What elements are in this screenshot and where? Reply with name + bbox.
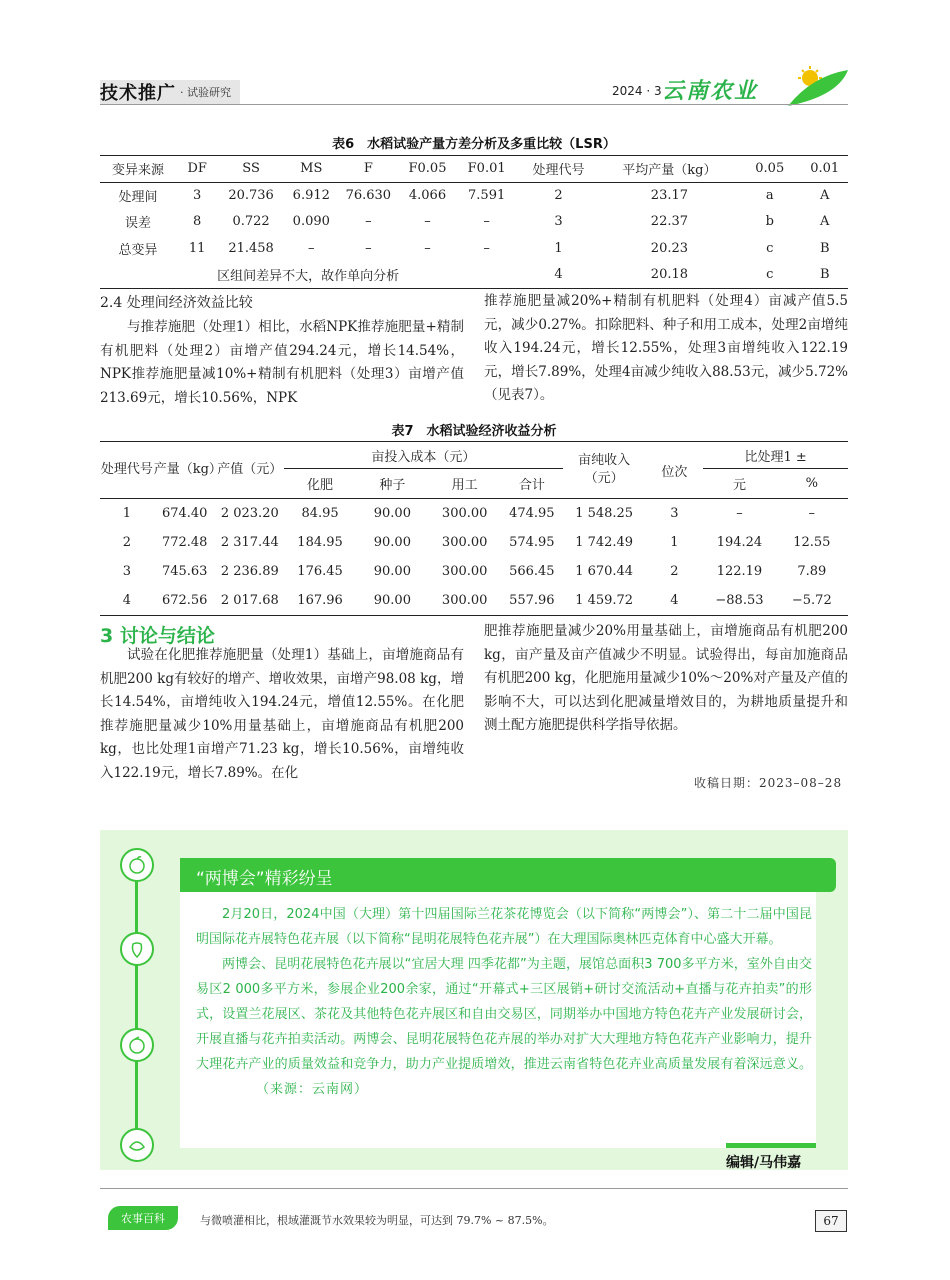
table7-header-cell: 处理代号 <box>100 442 154 499</box>
table-cell: 误差 <box>125 216 152 232</box>
table7-header-cell: 合计 <box>518 478 545 493</box>
section-2-4-right-paragraph: 推荐施肥量减20%+精制有机肥料（处理4）亩减产值5.5元，减少0.27%。扣除肥料、种子和用工成本，处理2亩增纯收入194.24元，增长12.55%，处理3亩增纯收入122.19元，增长7.89%，处理4亩减少纯收入88.53元，减少5.72%（见表7）。 <box>484 293 848 403</box>
table-cell: 745.63 <box>161 564 208 579</box>
table-row <box>100 528 848 557</box>
table6-header-row <box>100 156 848 183</box>
cabbage-icon <box>120 1128 154 1162</box>
apple-icon <box>120 848 154 882</box>
news-body <box>196 902 812 1102</box>
table7-header-cell: % <box>805 476 818 491</box>
table-cell: 1 459.72 <box>575 593 634 608</box>
table-cell: 167.96 <box>297 593 343 608</box>
table-cell: – <box>308 240 315 256</box>
table7-header-cell: 产值（元） <box>216 442 284 499</box>
table-cell: 8 <box>193 214 202 230</box>
sun-leaf-logo-icon <box>782 66 848 106</box>
table-row <box>100 499 848 529</box>
footer-tip: 与微喷灌相比，根域灌溉节水效果较为明显，可达到 79.7% ~ 87.5%。 <box>200 1214 554 1227</box>
table-cell: 4 <box>670 593 679 608</box>
table7-header-cell: 位次 <box>645 442 703 499</box>
news-paragraph-2-text: 两博会、昆明花展特色花卉展以“宜居大理 四季花都”为主题，展馆总面积3 700多平方米，室外自由交易区2 000多平方米，参展企业200余家，通过“开幕式+三区展销+研讨交流活动+直播与花卉拍卖”的形式，设置兰花展区、茶花及其他特色花卉展区和自由交易区，同期举办中国地方特色花卉产业发展研讨会，开展直播与花卉拍卖活动。两博会、昆明花展特色花卉展的举办对扩大大理地方特色花卉产业影响力，提升大理花卉产业的质量效益和竞争力，助力产业提质增效，推进云南省特色花卉业高质量发展有着深远意义。 <box>196 957 812 1072</box>
table7-header-cell: 种子 <box>379 478 406 493</box>
table-cell: 194.24 <box>716 535 763 550</box>
table-cell: 90.00 <box>373 506 411 521</box>
table-cell: 300.00 <box>441 593 488 608</box>
table6-note: 区组间差异不大，故作单向分析 <box>217 269 400 284</box>
table7-header-cell: 亩投入成本（元） <box>284 442 563 469</box>
table-cell: 176.45 <box>297 564 343 579</box>
table-cell: – <box>483 240 490 256</box>
table-cell: 4 <box>122 593 131 608</box>
table-cell: 90.00 <box>373 535 411 550</box>
table7-header-cell: 亩纯收入（元） <box>563 442 646 499</box>
magazine-title: 云南农业 <box>662 79 759 104</box>
table-cell: 2 023.20 <box>220 506 279 521</box>
brand-title: 技术推广 <box>100 83 176 104</box>
table-cell: 76.630 <box>345 188 392 203</box>
table-cell: 2 017.68 <box>220 593 279 608</box>
table-cell: a <box>765 188 774 203</box>
table7-header-cell: 元 <box>732 478 746 493</box>
table-cell: 0.090 <box>292 214 330 230</box>
table-cell: 566.45 <box>509 564 555 579</box>
table7-header-cell: 化肥 <box>307 478 334 493</box>
table-cell: 处理间 <box>118 190 158 205</box>
news-timeline-line <box>135 860 138 1160</box>
table-row <box>100 209 848 236</box>
table-cell: – <box>365 214 372 230</box>
table7-caption: 表7 水稻试验经济收益分析 <box>391 424 557 439</box>
table-cell: 1 <box>122 506 131 521</box>
pepper-icon <box>120 932 154 966</box>
table6-header-cell: DF <box>187 161 207 177</box>
table-cell: 11 <box>188 240 206 256</box>
table-cell: 672.56 <box>161 593 208 608</box>
table-cell: 2 <box>670 564 679 579</box>
table-cell: 84.95 <box>301 506 339 521</box>
table6-caption: 表6 水稻试验产量方差分析及多重比较（LSR） <box>332 137 616 152</box>
table-cell: 7.89 <box>797 564 827 579</box>
table6-header-cell: F0.01 <box>467 161 506 177</box>
section-3-left-paragraph: 试验在化肥推荐施肥量（处理1）基础上，亩增施商品有机肥200 kg有较好的增产、增收效果，亩增产98.08 kg，增长14.54%，亩增纯收入194.24元，增值12.55%。在化肥推荐施肥量减少10%用量基础上，亩增施商品有机肥200 kg，也比处理1亩增产71.23 kg，增长10.56%，亩增纯收入122.19元，增长7.89%。在化 <box>100 647 464 781</box>
table-row <box>100 182 848 209</box>
table-cell: – <box>483 214 490 230</box>
table6-header-cell: 0.05 <box>755 161 785 177</box>
table-cell: 300.00 <box>441 564 488 579</box>
section-3-right-paragraph: 肥推荐施肥量减少20%用量基础上，亩增施商品有机肥200 kg，亩产量及亩产值减少不明显。试验得出，每亩加施商品有机肥200 kg，化肥施用量减少10%～20%对产量及产值的影响不大，可以达到化肥减量增效目的，为耕地质量提升和测土配方施肥提供科学指导依据。 <box>484 623 848 733</box>
table-cell: 772.48 <box>161 535 208 550</box>
table6-header-cell: F <box>363 161 373 177</box>
table-row <box>100 235 848 262</box>
issue-number: 2024 · 3 <box>612 84 662 98</box>
table-cell: B <box>819 267 830 282</box>
table-cell: 300.00 <box>441 506 488 521</box>
editor-credit: 编辑/马伟嘉 <box>726 1155 802 1171</box>
table-cell: 3 <box>193 188 202 203</box>
table-cell: – <box>808 506 816 521</box>
table-cell: 21.458 <box>228 240 274 256</box>
table-cell: A <box>820 188 830 203</box>
news-paragraph-2 <box>196 952 812 1102</box>
table-cell: 4.066 <box>408 188 447 203</box>
header-brand <box>100 78 231 106</box>
table-cell: 574.95 <box>509 535 555 550</box>
footer-tag: 农事百科 <box>108 1206 178 1230</box>
table-cell: 300.00 <box>441 535 488 550</box>
fruit-icon <box>120 1028 154 1062</box>
table-cell: 122.19 <box>716 564 763 579</box>
table-cell: 474.95 <box>509 506 555 521</box>
table-cell: −88.53 <box>715 593 764 608</box>
table-cell: 674.40 <box>161 506 208 521</box>
table-cell: 4 <box>554 267 563 282</box>
table6 <box>100 155 848 289</box>
table-cell: 1 <box>554 240 563 256</box>
table-cell: 1 742.49 <box>575 535 634 550</box>
table-cell: 2 317.44 <box>220 535 279 550</box>
table7-header-cell: 比处理1 ± <box>703 442 848 469</box>
table-cell: 总变异 <box>118 242 158 258</box>
table-cell: c <box>766 240 774 256</box>
table-cell: 557.96 <box>509 593 555 608</box>
table6-header-cell: MS <box>300 161 323 177</box>
table6-header-cell: 变异来源 <box>112 163 165 179</box>
table-cell: 20.23 <box>650 240 689 256</box>
table-cell: −5.72 <box>791 593 832 608</box>
page-number: 67 <box>815 1210 847 1232</box>
table-cell: 3 <box>670 506 679 521</box>
header-divider <box>100 104 848 105</box>
table-cell: 3 <box>554 214 563 230</box>
table-row <box>100 557 848 586</box>
section-label: · 试验研究 <box>180 86 231 99</box>
table-cell: 184.95 <box>297 535 343 550</box>
table-cell: 1 548.25 <box>575 506 634 521</box>
table6-header-cell: SS <box>242 161 260 177</box>
table-cell: 0.722 <box>232 214 270 230</box>
news-title: “两博会”精彩纷呈 <box>196 869 333 889</box>
editor-accent-bar <box>726 1143 816 1148</box>
table-cell: 2 <box>122 535 131 550</box>
news-source: （来源：云南网） <box>256 1082 369 1097</box>
table6-header-cell: 0.01 <box>810 161 840 177</box>
table-cell: 22.37 <box>650 214 689 230</box>
table-cell: 3 <box>122 564 131 579</box>
table-cell: 90.00 <box>373 593 411 608</box>
table-cell: 23.17 <box>650 188 689 203</box>
received-date: 收稿日期：2023–08–28 <box>694 776 843 790</box>
table7-header-cell: 产量（kg） <box>154 442 216 499</box>
table-cell: 1 <box>670 535 679 550</box>
table-cell: – <box>424 214 431 230</box>
table-cell: 6.912 <box>292 188 330 203</box>
section-2-4-left-paragraph: 与推荐施肥（处理1）相比，水稻NPK推荐施肥量+精制有机肥料（处理2）亩增产值294.24元，增长14.54%，NPK推荐施肥量减10%+精制有机肥料（处理3）亩增产值213.69元，增长10.56%，NPK <box>100 319 464 406</box>
table-cell: 12.55 <box>793 535 831 550</box>
section-2-4-heading: 2.4 处理间经济效益比较 <box>100 295 253 311</box>
table-cell: – <box>736 506 743 521</box>
table-cell: – <box>365 240 372 256</box>
table-cell: – <box>424 240 431 256</box>
table6-header-cell: F0.05 <box>408 161 447 177</box>
table-cell: 20.736 <box>228 188 274 203</box>
table-cell: c <box>766 267 774 282</box>
table6-header-cell: 处理代号 <box>532 163 585 179</box>
table-cell: B <box>819 240 830 256</box>
footer-divider <box>100 1188 848 1189</box>
table7 <box>100 441 848 616</box>
table-cell: 90.00 <box>373 564 411 579</box>
table-cell: 2 <box>554 188 563 203</box>
table-cell: 20.18 <box>650 267 689 282</box>
table-cell: A <box>820 214 830 230</box>
table-row <box>100 586 848 616</box>
section-3-heading: 3 讨论与结论 <box>100 625 215 647</box>
table7-header-cell: 用工 <box>451 478 478 493</box>
table7-header-row <box>100 442 848 469</box>
table-cell: 2 236.89 <box>220 564 279 579</box>
table-cell: 1 670.44 <box>575 564 634 579</box>
table-row <box>100 262 848 289</box>
table6-header-cell: 平均产量（kg） <box>622 163 717 179</box>
news-paragraph-1: 2月20日，2024中国（大理）第十四届国际兰花茶花博览会（以下简称“两博会”）、第二十二届中国昆明国际花卉展特色花卉展（以下简称“昆明花展特色花卉展”）在大理国际奥林匹克体育中心盛大开幕。 <box>196 907 812 947</box>
table-cell: 7.591 <box>468 188 506 203</box>
table-cell: b <box>765 214 774 230</box>
